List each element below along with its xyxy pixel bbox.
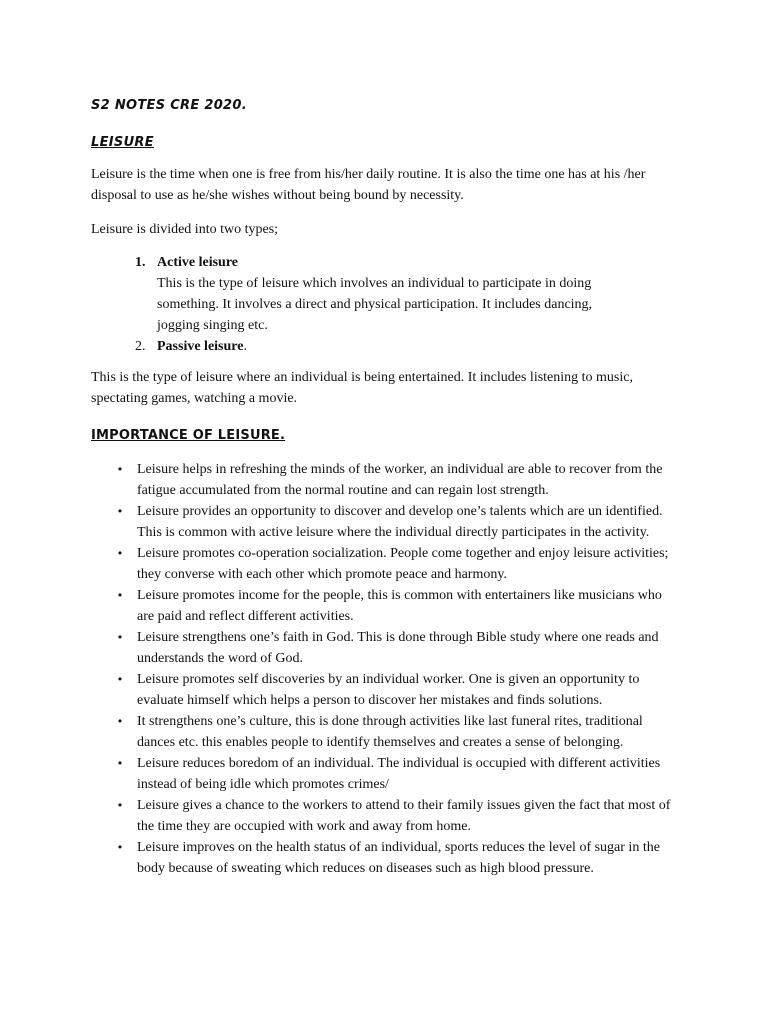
list-item <box>115 627 680 669</box>
list-item-text: It strengthens one’s culture, this is done through activities like last funeral rites, traditional dances etc. this enables people to identify themselves and creates a sense of belonging. <box>137 714 643 750</box>
list-item <box>115 711 680 753</box>
list-item-text: Leisure promotes co-operation socialization. People come together and enjoy leisure activities; they converse with each other which promote peace and harmony. <box>137 546 669 582</box>
list-item-text: Leisure promotes self discoveries by an individual worker. One is given an opportunity to evaluate himself which helps a person to discover her mistakes and finds solutions. <box>137 672 640 708</box>
list-number: 2. <box>135 339 146 354</box>
passive-leisure-title: Passive leisure <box>157 339 244 354</box>
list-item <box>115 753 680 795</box>
list-item <box>115 543 680 585</box>
list-item-text: Leisure promotes income for the people, this is common with entertainers like musicians who are paid and reflect different activities. <box>137 588 662 624</box>
bullet-icon: • <box>116 505 124 518</box>
importance-list <box>115 459 680 879</box>
list-item-text: Leisure gives a chance to the workers to attend to their family issues given the fact that most of the time they are occupied with work and away from home. <box>137 798 671 834</box>
bullet-icon: • <box>116 715 124 728</box>
bullet-icon: • <box>116 757 124 770</box>
bullet-icon: • <box>116 463 124 476</box>
bullet-icon: • <box>116 673 124 686</box>
types-intro: Leisure is divided into two types; <box>91 222 279 237</box>
list-item <box>115 585 680 627</box>
list-item <box>115 669 680 711</box>
list-item-text: Leisure helps in refreshing the minds of the worker, an individual are able to recover from the fatigue accumulated from the normal routine and can regain lost strength. <box>137 462 663 498</box>
bullet-icon: • <box>116 547 124 560</box>
bullet-icon: • <box>116 841 124 854</box>
list-item-passive-leisure <box>135 336 635 357</box>
list-item <box>115 837 680 879</box>
passive-leisure-suffix: . <box>243 339 247 354</box>
leisure-definition: Leisure is the time when one is free from his/her daily routine. It is also the time one has at his /her disposal to use as he/she wishes without being bound by necessity. <box>91 167 646 203</box>
list-item <box>115 459 680 501</box>
list-item <box>115 501 680 543</box>
list-item-active-leisure <box>135 252 635 336</box>
section-heading-leisure: LEISURE <box>91 135 154 150</box>
section-heading-importance: IMPORTANCE OF LEISURE. <box>91 428 286 443</box>
list-number: 1. <box>135 255 146 270</box>
list-item-text: Leisure strengthens one’s faith in God. This is done through Bible study where one reads and understands the word of God. <box>137 630 659 666</box>
document-title: S2 NOTES CRE 2020. <box>91 98 247 113</box>
active-leisure-title: Active leisure <box>157 255 238 270</box>
bullet-icon: • <box>116 589 124 602</box>
list-item-text: Leisure reduces boredom of an individual. The individual is occupied with different activities instead of being idle which promotes crimes/ <box>137 756 661 792</box>
list-item-text: Leisure improves on the health status of an individual, sports reduces the level of sugar in the body because of sweating which reduces on diseases such as high blood pressure. <box>137 840 660 876</box>
bullet-icon: • <box>116 631 124 644</box>
list-item <box>115 795 680 837</box>
list-item-text: Leisure provides an opportunity to discover and develop one’s talents which are un identified. This is common with active leisure where the individual directly participates in the activity. <box>137 504 663 540</box>
bullet-icon: • <box>116 799 124 812</box>
leisure-types-list <box>135 252 635 357</box>
active-leisure-description: This is the type of leisure which involves an individual to participate in doing something. It involves a direct and physical participation. It includes dancing, jogging singing etc. <box>157 276 593 333</box>
passive-leisure-description: This is the type of leisure where an individual is being entertained. It includes listening to music, spectating games, watching a movie. <box>91 370 633 406</box>
